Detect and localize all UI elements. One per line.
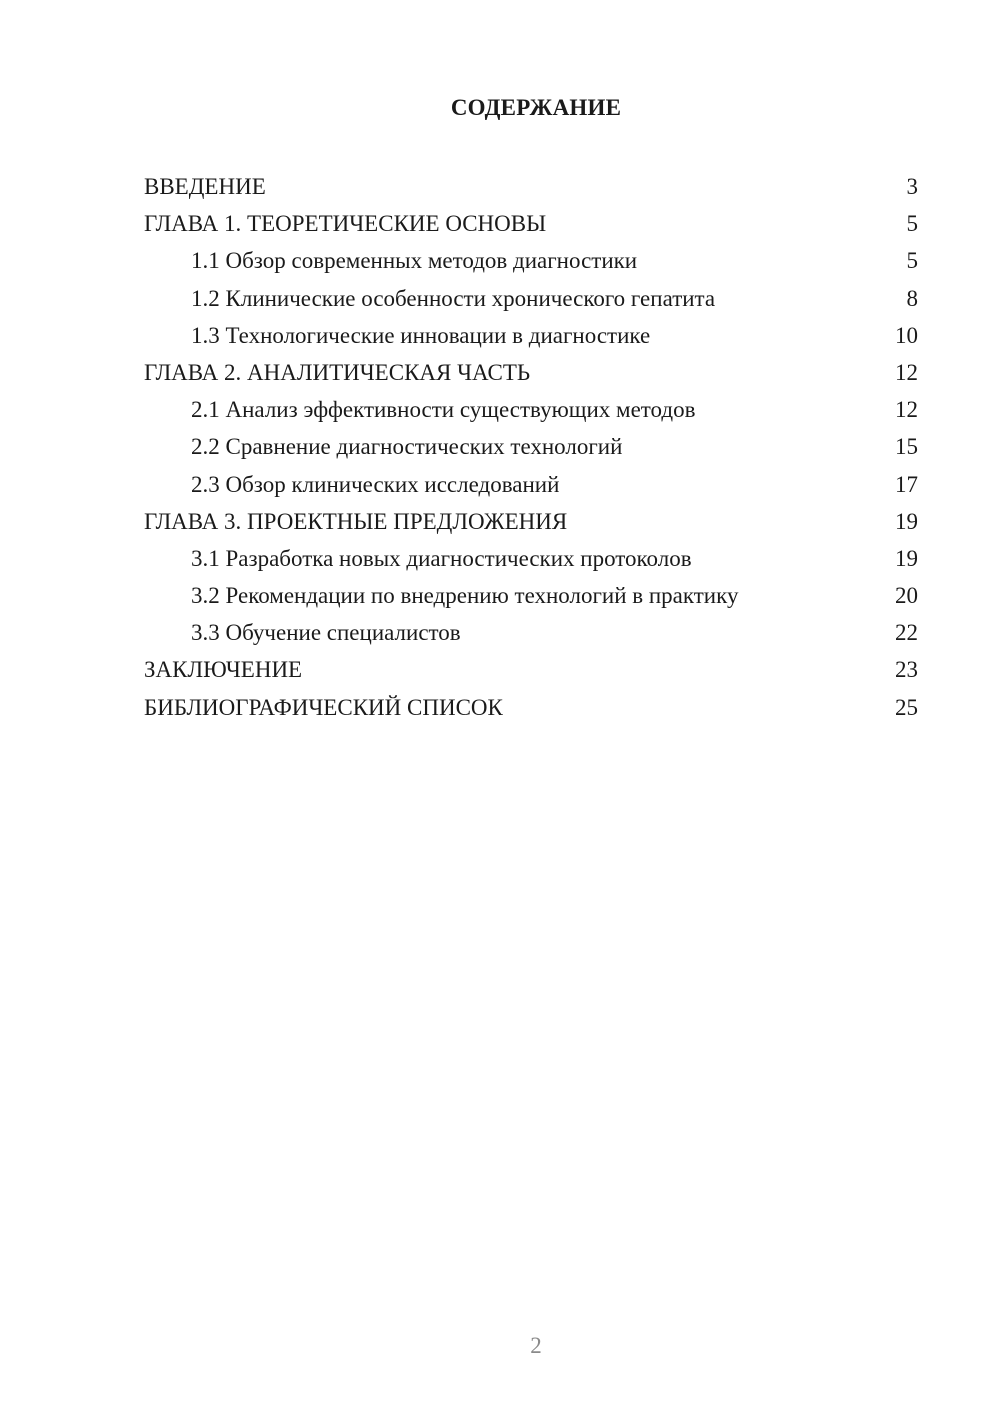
toc-entry-text: 1.1 Обзор современных методов диагностики (191, 248, 638, 274)
toc-entry-page: 5 (906, 211, 918, 237)
toc-entry-text: 1.2 Клинические особенности хронического гепатита (191, 285, 716, 311)
toc-entry-introduction (144, 168, 918, 205)
toc-entry-section-3-1 (144, 540, 918, 577)
toc-entry-page: 5 (906, 248, 918, 274)
toc-entry-page: 3 (906, 174, 918, 199)
toc-entry-text: 2.3 Обзор клинических исследований (191, 471, 560, 497)
toc-entry-page: 20 (895, 583, 918, 609)
toc-entry-text: ГЛАВА 3. ПРОЕКТНЫЕ ПРЕДЛОЖЕНИЯ (144, 508, 568, 534)
toc-entry-section-1-1 (144, 242, 918, 279)
toc-entry-page: 12 (895, 397, 918, 423)
toc-entry-chapter-2 (144, 354, 918, 391)
toc-entry-text: 3.2 Рекомендации по внедрению технологий в практику (191, 583, 739, 609)
toc-entry-section-2-3 (144, 466, 918, 503)
toc-entry-section-1-3 (144, 317, 918, 354)
toc-entry-section-1-2 (144, 280, 918, 317)
toc-entry-text: ЗАКЛЮЧЕНИЕ (144, 657, 303, 683)
toc-entry-text: 2.1 Анализ эффективности существующих методов (191, 397, 696, 423)
toc-entry-page: 8 (906, 285, 918, 311)
toc-entry-section-3-3 (144, 614, 918, 651)
toc-entry-section-2-1 (144, 391, 918, 428)
toc-entry-text: ВВЕДЕНИЕ (144, 174, 266, 199)
toc-entry-text: 1.3 Технологические инновации в диагностике (191, 322, 651, 348)
toc-entry-text: ГЛАВА 1. ТЕОРЕТИЧЕСКИЕ ОСНОВЫ (144, 211, 547, 237)
toc-entry-conclusion (144, 651, 918, 688)
toc-entry-chapter-1 (144, 205, 918, 242)
toc-entry-text: БИБЛИОГРАФИЧЕСКИЙ СПИСОК (144, 694, 503, 720)
toc-entry-text: ГЛАВА 2. АНАЛИТИЧЕСКАЯ ЧАСТЬ (144, 359, 531, 385)
page-number: 2 (530, 1333, 542, 1358)
toc-entry-chapter-3 (144, 503, 918, 540)
toc-entry-page: 17 (895, 471, 918, 497)
toc-entry-text: 3.1 Разработка новых диагностических протоколов (191, 545, 692, 571)
toc-entry-bibliography (144, 689, 918, 726)
toc-entry-page: 23 (895, 657, 918, 683)
toc-entry-page: 25 (895, 694, 918, 720)
toc-entry-page: 15 (895, 434, 918, 460)
table-of-contents (144, 168, 918, 726)
toc-entry-text: 2.2 Сравнение диагностических технологий (191, 434, 623, 460)
toc-entry-page: 19 (895, 545, 918, 571)
toc-entry-section-2-2 (144, 428, 918, 465)
toc-entry-text: 3.3 Обучение специалистов (191, 620, 461, 646)
toc-entry-section-3-2 (144, 577, 918, 614)
toc-entry-page: 19 (895, 508, 918, 534)
toc-entry-page: 12 (895, 359, 918, 385)
toc-entry-page: 10 (895, 322, 918, 348)
toc-entry-page: 22 (895, 620, 918, 646)
page-title: СОДЕРЖАНИЕ (450, 95, 622, 120)
